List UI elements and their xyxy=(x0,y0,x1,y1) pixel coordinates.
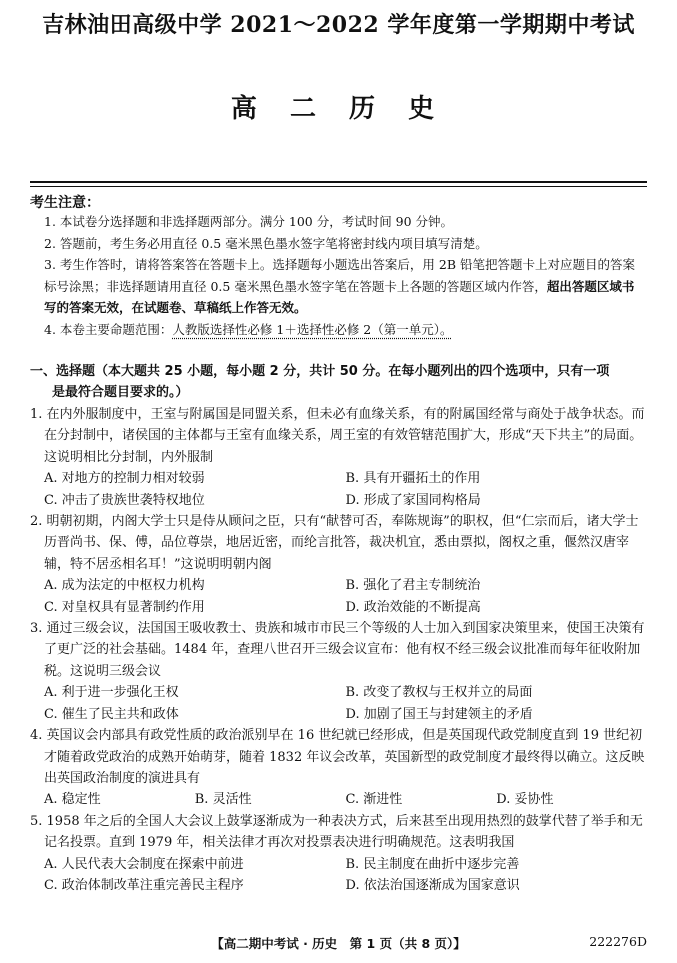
option-b: B. 改变了教权与王权并立的局面 xyxy=(345,685,533,701)
option-a: A. 利于进一步强化王权 xyxy=(44,685,179,701)
question-4 xyxy=(30,725,647,811)
option-b: B. 具有开疆拓土的作用 xyxy=(345,471,481,487)
section-heading-line-2: 是最符合题目要求的。） xyxy=(52,385,189,400)
question-1 xyxy=(30,404,647,511)
footer-exam-code: 222276D xyxy=(589,934,647,949)
notice-item-4-text: 4. 本卷主要命题范围： xyxy=(44,321,173,337)
option-c: C. 对皇权具有显著制约作用 xyxy=(44,599,205,615)
option-d: D. 依法治国逐渐成为国家意识 xyxy=(345,877,520,893)
option-list xyxy=(30,468,647,511)
option-b: B. 灵活性 xyxy=(194,792,252,808)
notice-item-4-scope: 人教版选择性必修 1＋选择性必修 2（第一单元）。 xyxy=(172,321,453,337)
option-c: C. 政治体制改革注重完善民主程序 xyxy=(44,877,244,893)
notice-item-3 xyxy=(44,254,644,319)
option-b: B. 民主制度在曲折中逐步完善 xyxy=(345,856,520,872)
notice-item-3-text: 3. 考生作答时，请将答案答在答题卡上。选择题每小题选出答案后，用 2B 铅笔把答题卡上对应题目的答案标号涂黑；非选择题请用直径 0.5 毫米黑色墨水签字笔在答题卡上各题的答题区域内作答， xyxy=(44,257,635,294)
question-3 xyxy=(30,618,647,725)
option-c: C. 冲击了贵族世袭特权地位 xyxy=(44,492,205,508)
option-d: D. 妥协性 xyxy=(496,792,554,808)
notice-item-3-emphasis: 超出答题区域书写的答案无效，在试题卷、草稿纸上作答无效。 xyxy=(44,278,635,315)
section-heading-line-1: 一、选择题（本大题共 25 小题，每小题 2 分，共计 50 分。在每小题列出的四个选项中，只有一项 xyxy=(30,364,610,379)
option-list xyxy=(30,854,647,897)
section-heading xyxy=(30,361,647,403)
notice-item-4 xyxy=(44,319,644,341)
option-d: D. 形成了家国同构格局 xyxy=(345,492,481,508)
exam-title: 吉林油田高级中学 2021～2022 学年度第一学期期中考试 xyxy=(42,12,635,38)
option-c: C. 催生了民主共和政体 xyxy=(44,706,179,722)
option-a: A. 成为法定的中枢权力机构 xyxy=(44,578,205,594)
option-c: C. 渐进性 xyxy=(345,792,403,808)
subject-title: 高 二 历 史 xyxy=(230,94,447,124)
option-list xyxy=(30,682,647,725)
notice-heading: 考生注意： xyxy=(30,195,100,211)
question-list xyxy=(30,404,647,896)
question-stem: 2. 明朝初期，内阁大学士只是侍从顾问之臣，只有“献替可否，奉陈规诲”的职权，但“仁宗而后，诸大学士历晋尚书、保、傅，品位尊崇，地居近密，而纶言批答，裁决机宜，悉由票拟，阁权之重，偃然汉唐宰辅，特不居丞相名耳！”这说明明朝内阁 xyxy=(30,514,639,572)
option-d: D. 政治效能的不断提高 xyxy=(345,599,481,615)
notice-item-2: 2. 答题前，考生务必用直径 0.5 毫米黑色墨水签字笔将密封线内项目填写清楚。 xyxy=(44,235,488,251)
option-list xyxy=(30,789,647,810)
footer-page-info: 【高二期中考试 · 历史 第 1 页（共 8 页）】 xyxy=(211,936,466,951)
question-stem: 4. 英国议会内部具有政党性质的政治派别早在 16 世纪就已经形成，但是英国现代政党制度直到 19 世纪初才随着政党政治的成熟开始萌芽，随着 1832 年议会改革，英国新型的政党制度才最终得以确立。这反映出英国政治制度的演进具有 xyxy=(30,728,645,786)
option-d: D. 加剧了国王与封建领主的矛盾 xyxy=(345,706,533,722)
option-a: A. 人民代表大会制度在探索中前进 xyxy=(44,856,244,872)
header-rule-thin xyxy=(30,186,647,187)
notice-item-1: 1. 本试卷分选择题和非选择题两部分。满分 100 分，考试时间 90 分钟。 xyxy=(44,214,454,229)
header-rule-thick xyxy=(30,181,647,183)
notice-list xyxy=(44,211,644,340)
question-5 xyxy=(30,811,647,897)
option-a: A. 稳定性 xyxy=(44,792,101,808)
question-stem: 3. 通过三级会议，法国国王吸收教士、贵族和城市市民三个等级的人士加入到国家决策里来，使国王决策有了更广泛的社会基础。1484 年，查理八世召开三级会议宣布：他有权不经三级会议批准而每年征收附加税。这说明三级会议 xyxy=(30,621,645,679)
option-b: B. 强化了君主专制统治 xyxy=(345,578,481,594)
option-a: A. 对地方的控制力相对较弱 xyxy=(44,471,205,487)
question-stem: 5. 1958 年之后的全国人大会议上鼓掌逐渐成为一种表决方式，后来甚至出现用热烈的鼓掌代替了举手和无记名投票。直到 1979 年，相关法律才再次对投票表决进行明确规范。这表明我国 xyxy=(30,813,643,851)
option-list xyxy=(30,575,647,618)
question-stem: 1. 在内外服制度中，王室与附属国是同盟关系，但未必有血缘关系，有的附属国经常与商处于战争状态。而在分封制中，诸侯国的主体都与王室有血缘关系，周王室的有效管辖范围扩大，形成“天下共主”的局面。这说明相比分封制，内外服制 xyxy=(30,407,645,465)
question-2 xyxy=(30,511,647,618)
